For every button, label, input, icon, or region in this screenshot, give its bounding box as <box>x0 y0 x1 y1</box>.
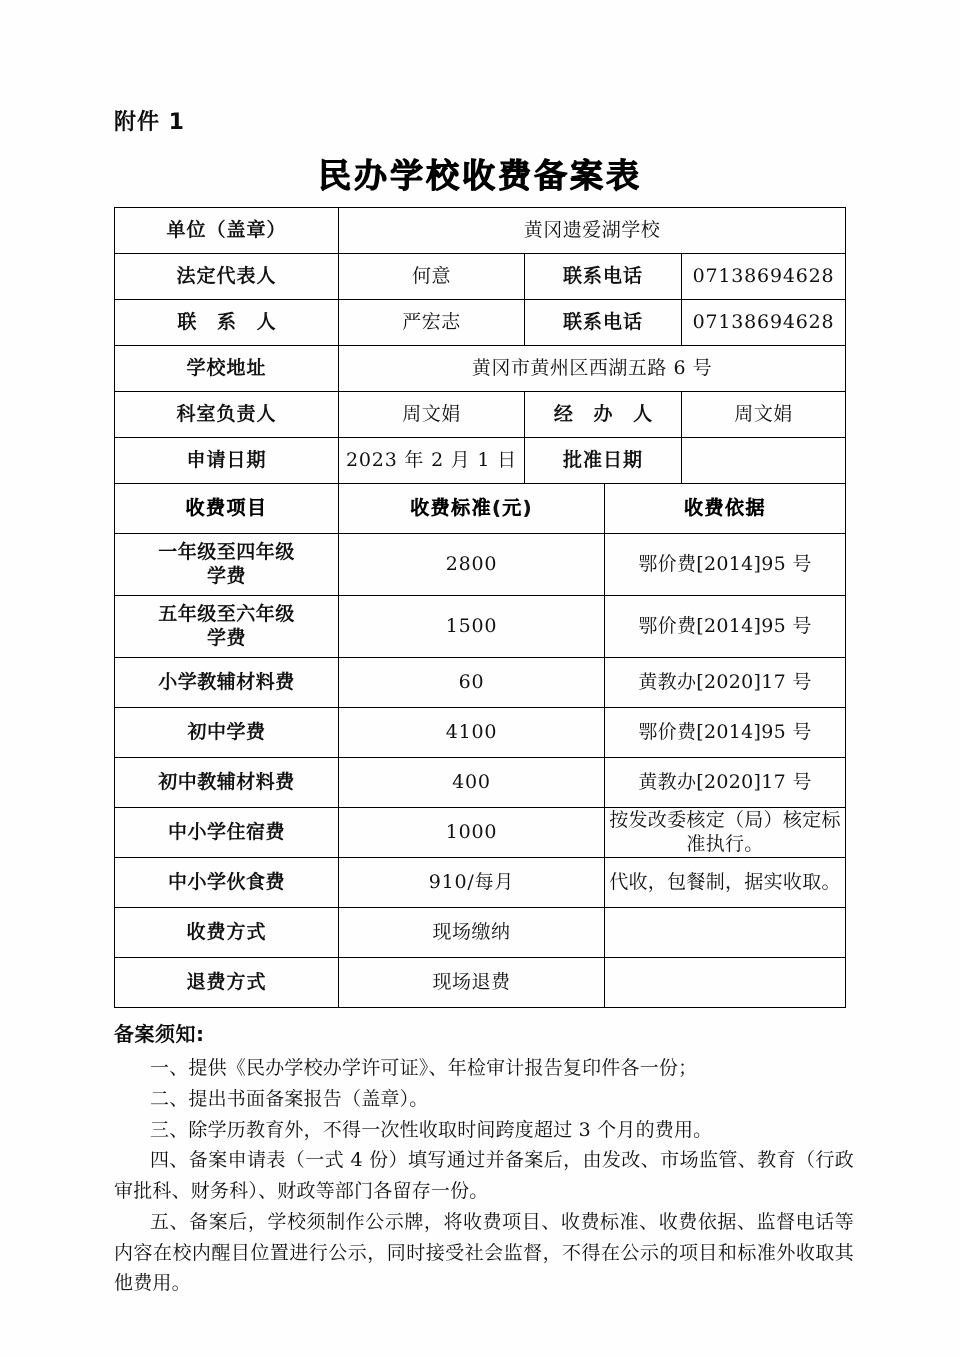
label-unit: 单位（盖章） <box>115 208 339 254</box>
fee-item-name: 退费方式 <box>115 958 339 1008</box>
table-row <box>115 346 846 392</box>
fee-item-name: 初中教辅材料费 <box>115 758 339 808</box>
fee-item-standard: 4100 <box>339 708 605 758</box>
fee-item-basis: 鄂价费[2014]95 号 <box>605 596 846 658</box>
fee-item-basis: 黄教办[2020]17 号 <box>605 658 846 708</box>
table-row <box>115 708 846 758</box>
label-department-head: 科室负责人 <box>115 392 339 438</box>
fee-item-name: 中小学住宿费 <box>115 808 339 858</box>
fee-item-standard: 400 <box>339 758 605 808</box>
fee-item-name: 中小学伙食费 <box>115 858 339 908</box>
fee-item-name: 初中学费 <box>115 708 339 758</box>
page-title: 民办学校收费备案表 <box>318 156 642 195</box>
label-handler: 经 办 人 <box>525 392 682 438</box>
table-row <box>115 908 846 958</box>
fee-item-name: 小学教辅材料费 <box>115 658 339 708</box>
label-approval-date: 批准日期 <box>525 438 682 484</box>
table-row <box>115 392 846 438</box>
fee-item-basis <box>605 958 846 1008</box>
attachment-label: 附件 1 <box>114 110 185 135</box>
table-row <box>115 658 846 708</box>
filing-notes-section <box>114 1018 854 1299</box>
fee-item-name: 一年级至四年级 学费 <box>115 534 339 596</box>
fee-filing-form-table <box>114 207 846 1008</box>
fee-item-name: 收费方式 <box>115 908 339 958</box>
label-phone-2: 联系电话 <box>525 300 682 346</box>
value-application-date: 2023 年 2 月 1 日 <box>339 438 525 484</box>
fee-item-standard: 60 <box>339 658 605 708</box>
note-item: 二、提出书面备案报告（盖章）。 <box>150 1087 429 1110</box>
fee-item-basis: 代收，包餐制，据实收取。 <box>605 858 846 908</box>
fee-item-standard: 现场缴纳 <box>339 908 605 958</box>
fee-item-standard: 现场退费 <box>339 958 605 1008</box>
note-item: 三、除学历教育外，不得一次性收取时间跨度超过 3 个月的费用。 <box>150 1118 713 1141</box>
fee-table-header-row <box>115 484 846 534</box>
value-handler: 周文娟 <box>682 392 846 438</box>
label-contact-person: 联 系 人 <box>115 300 339 346</box>
value-approval-date <box>682 438 846 484</box>
table-row <box>115 300 846 346</box>
table-row <box>115 958 846 1008</box>
label-legal-representative: 法定代表人 <box>115 254 339 300</box>
header-fee-standard: 收费标准(元) <box>339 484 605 534</box>
fee-item-name: 五年级至六年级 学费 <box>115 596 339 658</box>
value-phone-2: 07138694628 <box>682 300 846 346</box>
fee-item-standard: 2800 <box>339 534 605 596</box>
table-row <box>115 438 846 484</box>
label-phone-1: 联系电话 <box>525 254 682 300</box>
note-item: 一、提供《民办学校办学许可证》、年检审计报告复印件各一份； <box>150 1057 698 1079</box>
value-unit: 黄冈遗爱湖学校 <box>339 208 846 254</box>
fee-item-standard: 910/每月 <box>339 858 605 908</box>
table-row <box>115 208 846 254</box>
value-phone-1: 07138694628 <box>682 254 846 300</box>
table-row <box>115 758 846 808</box>
note-item: 五、备案后，学校须制作公示牌，将收费项目、收费标准、收费依据、监督电话等内容在校内醒目位置进行公示，同时接受社会监督，不得在公示的项目和标准外收取其他费用。 <box>114 1210 854 1295</box>
value-contact-person: 严宏志 <box>339 300 525 346</box>
label-school-address: 学校地址 <box>115 346 339 392</box>
label-application-date: 申请日期 <box>115 438 339 484</box>
table-row <box>115 808 846 858</box>
table-row <box>115 596 846 658</box>
fee-item-basis <box>605 908 846 958</box>
value-legal-representative: 何意 <box>339 254 525 300</box>
table-row <box>115 858 846 908</box>
header-fee-basis: 收费依据 <box>605 484 846 534</box>
table-row <box>115 534 846 596</box>
value-school-address: 黄冈市黄州区西湖五路 6 号 <box>339 346 846 392</box>
fee-item-basis: 黄教办[2020]17 号 <box>605 758 846 808</box>
fee-item-standard: 1500 <box>339 596 605 658</box>
value-department-head: 周文娟 <box>339 392 525 438</box>
fee-item-basis: 按发改委核定（局）核定标准执行。 <box>605 808 846 858</box>
table-row <box>115 254 846 300</box>
fee-item-basis: 鄂价费[2014]95 号 <box>605 534 846 596</box>
notes-title: 备案须知: <box>114 1022 205 1046</box>
header-fee-item: 收费项目 <box>115 484 339 534</box>
note-item: 四、备案申请表（一式 4 份）填写通过并备案后，由发改、市场监管、教育（行政审批科、财务科）、财政等部门各留存一份。 <box>114 1149 854 1203</box>
fee-item-basis: 鄂价费[2014]95 号 <box>605 708 846 758</box>
fee-item-standard: 1000 <box>339 808 605 858</box>
